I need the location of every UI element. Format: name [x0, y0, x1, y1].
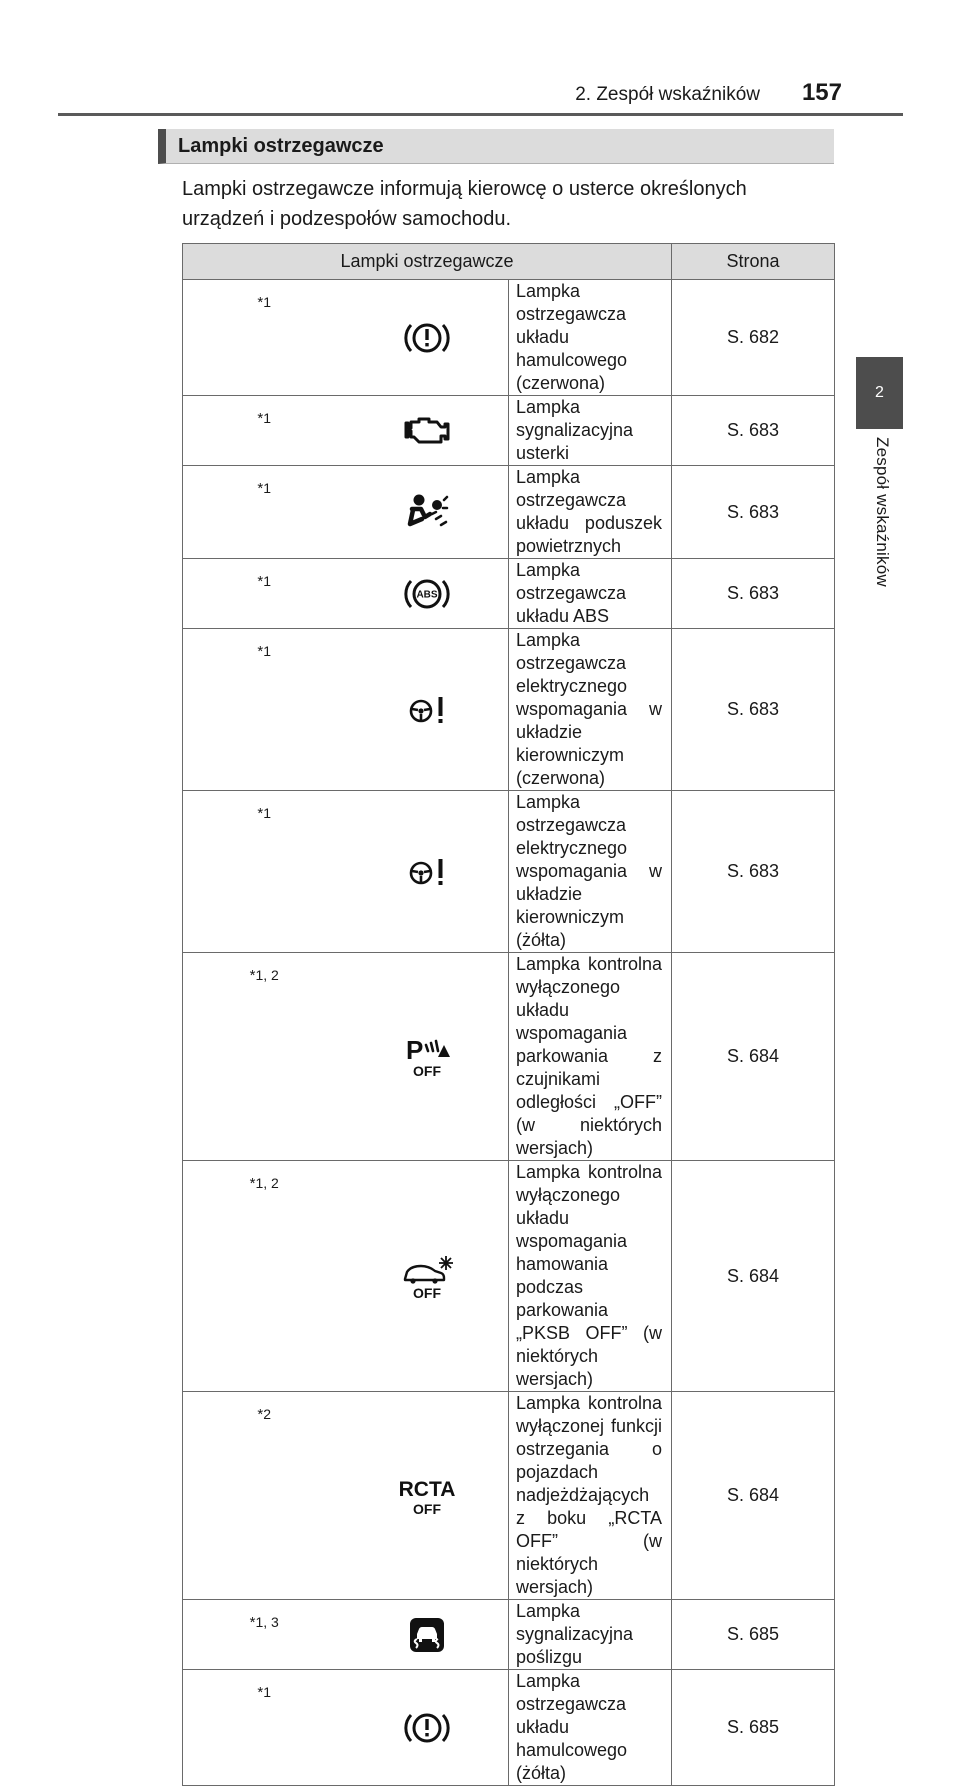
footnote-ref: *1 — [183, 629, 346, 791]
table-row — [183, 1161, 835, 1392]
footnote-ref: *1 — [183, 791, 346, 953]
page-reference: S. 682 — [672, 280, 835, 396]
header-lamps: Lampki ostrzegawcze — [183, 244, 672, 280]
rcta-off-icon — [346, 1392, 509, 1600]
brake-warning-icon — [346, 280, 509, 396]
footnote-ref: *1 — [183, 1670, 346, 1786]
row-description: Lampka kontrolna wyłączonego układu wspomagania hamowania podczas parkowania „PKSB OFF” (w niektórych wersjach) — [509, 1161, 672, 1392]
running-header-title: 2. Zespół wskaźników — [575, 84, 760, 105]
table-row — [183, 1670, 835, 1786]
footnote-ref: *1 — [183, 396, 346, 466]
warning-lights-table — [182, 243, 835, 1786]
section-intro: Lampki ostrzegawcze informują kierowcę o usterce określonych urządzeń i podzespołów samochodu. — [182, 178, 747, 230]
check-engine-icon — [346, 396, 509, 466]
pksb-off-icon — [346, 1161, 509, 1392]
svg-text:RCTA: RCTA — [398, 1477, 456, 1501]
page-reference: S. 683 — [672, 466, 835, 559]
table-row — [183, 1600, 835, 1670]
svg-text:P: P — [405, 1034, 424, 1065]
row-description: Lampka ostrzegawcza elektrycznego wspomagania w układzie kierowniczym (czerwona) — [509, 629, 672, 791]
table-row — [183, 280, 835, 396]
table-row — [183, 396, 835, 466]
page-reference: S. 685 — [672, 1670, 835, 1786]
svg-text:OFF: OFF — [412, 1500, 441, 1517]
page-reference: S. 683 — [672, 629, 835, 791]
row-description: Lampka ostrzegawcza układu ABS — [509, 559, 672, 629]
footnote-ref: *1, 2 — [183, 1161, 346, 1392]
svg-text:ABS: ABS — [416, 589, 438, 600]
chapter-tab-label: Zespół wskaźników — [873, 437, 892, 587]
header-rule — [58, 113, 903, 116]
table-row — [183, 953, 835, 1161]
header-page: Strona — [672, 244, 835, 280]
footnote-ref: *2 — [183, 1392, 346, 1600]
chapter-tab[interactable] — [856, 357, 903, 429]
page-reference: S. 683 — [672, 396, 835, 466]
row-description: Lampka ostrzegawcza układu hamulcowego (żółta) — [509, 1670, 672, 1786]
table-row — [183, 791, 835, 953]
steering-warning-icon — [346, 629, 509, 791]
footnote-ref: *1 — [183, 466, 346, 559]
row-description: Lampka sygnalizacyjna poślizgu — [509, 1600, 672, 1670]
row-description: Lampka kontrolna wyłączonego układu wspomagania parkowania z czujnikami odległości „OFF” (w niektórych wersjach) — [509, 953, 672, 1161]
table-header-row — [183, 244, 835, 280]
section-heading: Lampki ostrzegawcze — [158, 129, 834, 164]
slip-indicator-icon — [346, 1600, 509, 1670]
airbag-warning-icon — [346, 466, 509, 559]
svg-text:OFF: OFF — [412, 1062, 441, 1079]
table-row — [183, 559, 835, 629]
page-reference: S. 684 — [672, 1392, 835, 1600]
page-reference: S. 683 — [672, 791, 835, 953]
svg-text:OFF: OFF — [412, 1285, 441, 1301]
row-description: Lampka ostrzegawcza układu poduszek powietrznych — [509, 466, 672, 559]
chapter-tab-number: 2 — [875, 384, 884, 401]
page-reference: S. 683 — [672, 559, 835, 629]
page-number: 157 — [801, 79, 842, 106]
parking-sensor-off-icon — [346, 953, 509, 1161]
footnote-ref: *1, 2 — [183, 953, 346, 1161]
brake-warning-icon — [346, 1670, 509, 1786]
abs-warning-icon — [346, 559, 509, 629]
footnote-ref: *1, 3 — [183, 1600, 346, 1670]
page-reference: S. 685 — [672, 1600, 835, 1670]
steering-warning-icon — [346, 791, 509, 953]
footnote-ref: *1 — [183, 559, 346, 629]
row-description: Lampka ostrzegawcza elektrycznego wspomagania w układzie kierowniczym (żółta) — [509, 791, 672, 953]
row-description: Lampka kontrolna wyłączonej funkcji ostrzegania o pojazdach nadjeżdżających z boku „RCTA OFF” (w niektórych wersjach) — [509, 1392, 672, 1600]
row-description: Lampka ostrzegawcza układu hamulcowego (czerwona) — [509, 280, 672, 396]
table-row — [183, 466, 835, 559]
table-row — [183, 629, 835, 791]
page-reference: S. 684 — [672, 953, 835, 1161]
row-description: Lampka sygnalizacyjna usterki — [509, 396, 672, 466]
footnote-ref: *1 — [183, 280, 346, 396]
table-row — [183, 1392, 835, 1600]
page-reference: S. 684 — [672, 1161, 835, 1392]
